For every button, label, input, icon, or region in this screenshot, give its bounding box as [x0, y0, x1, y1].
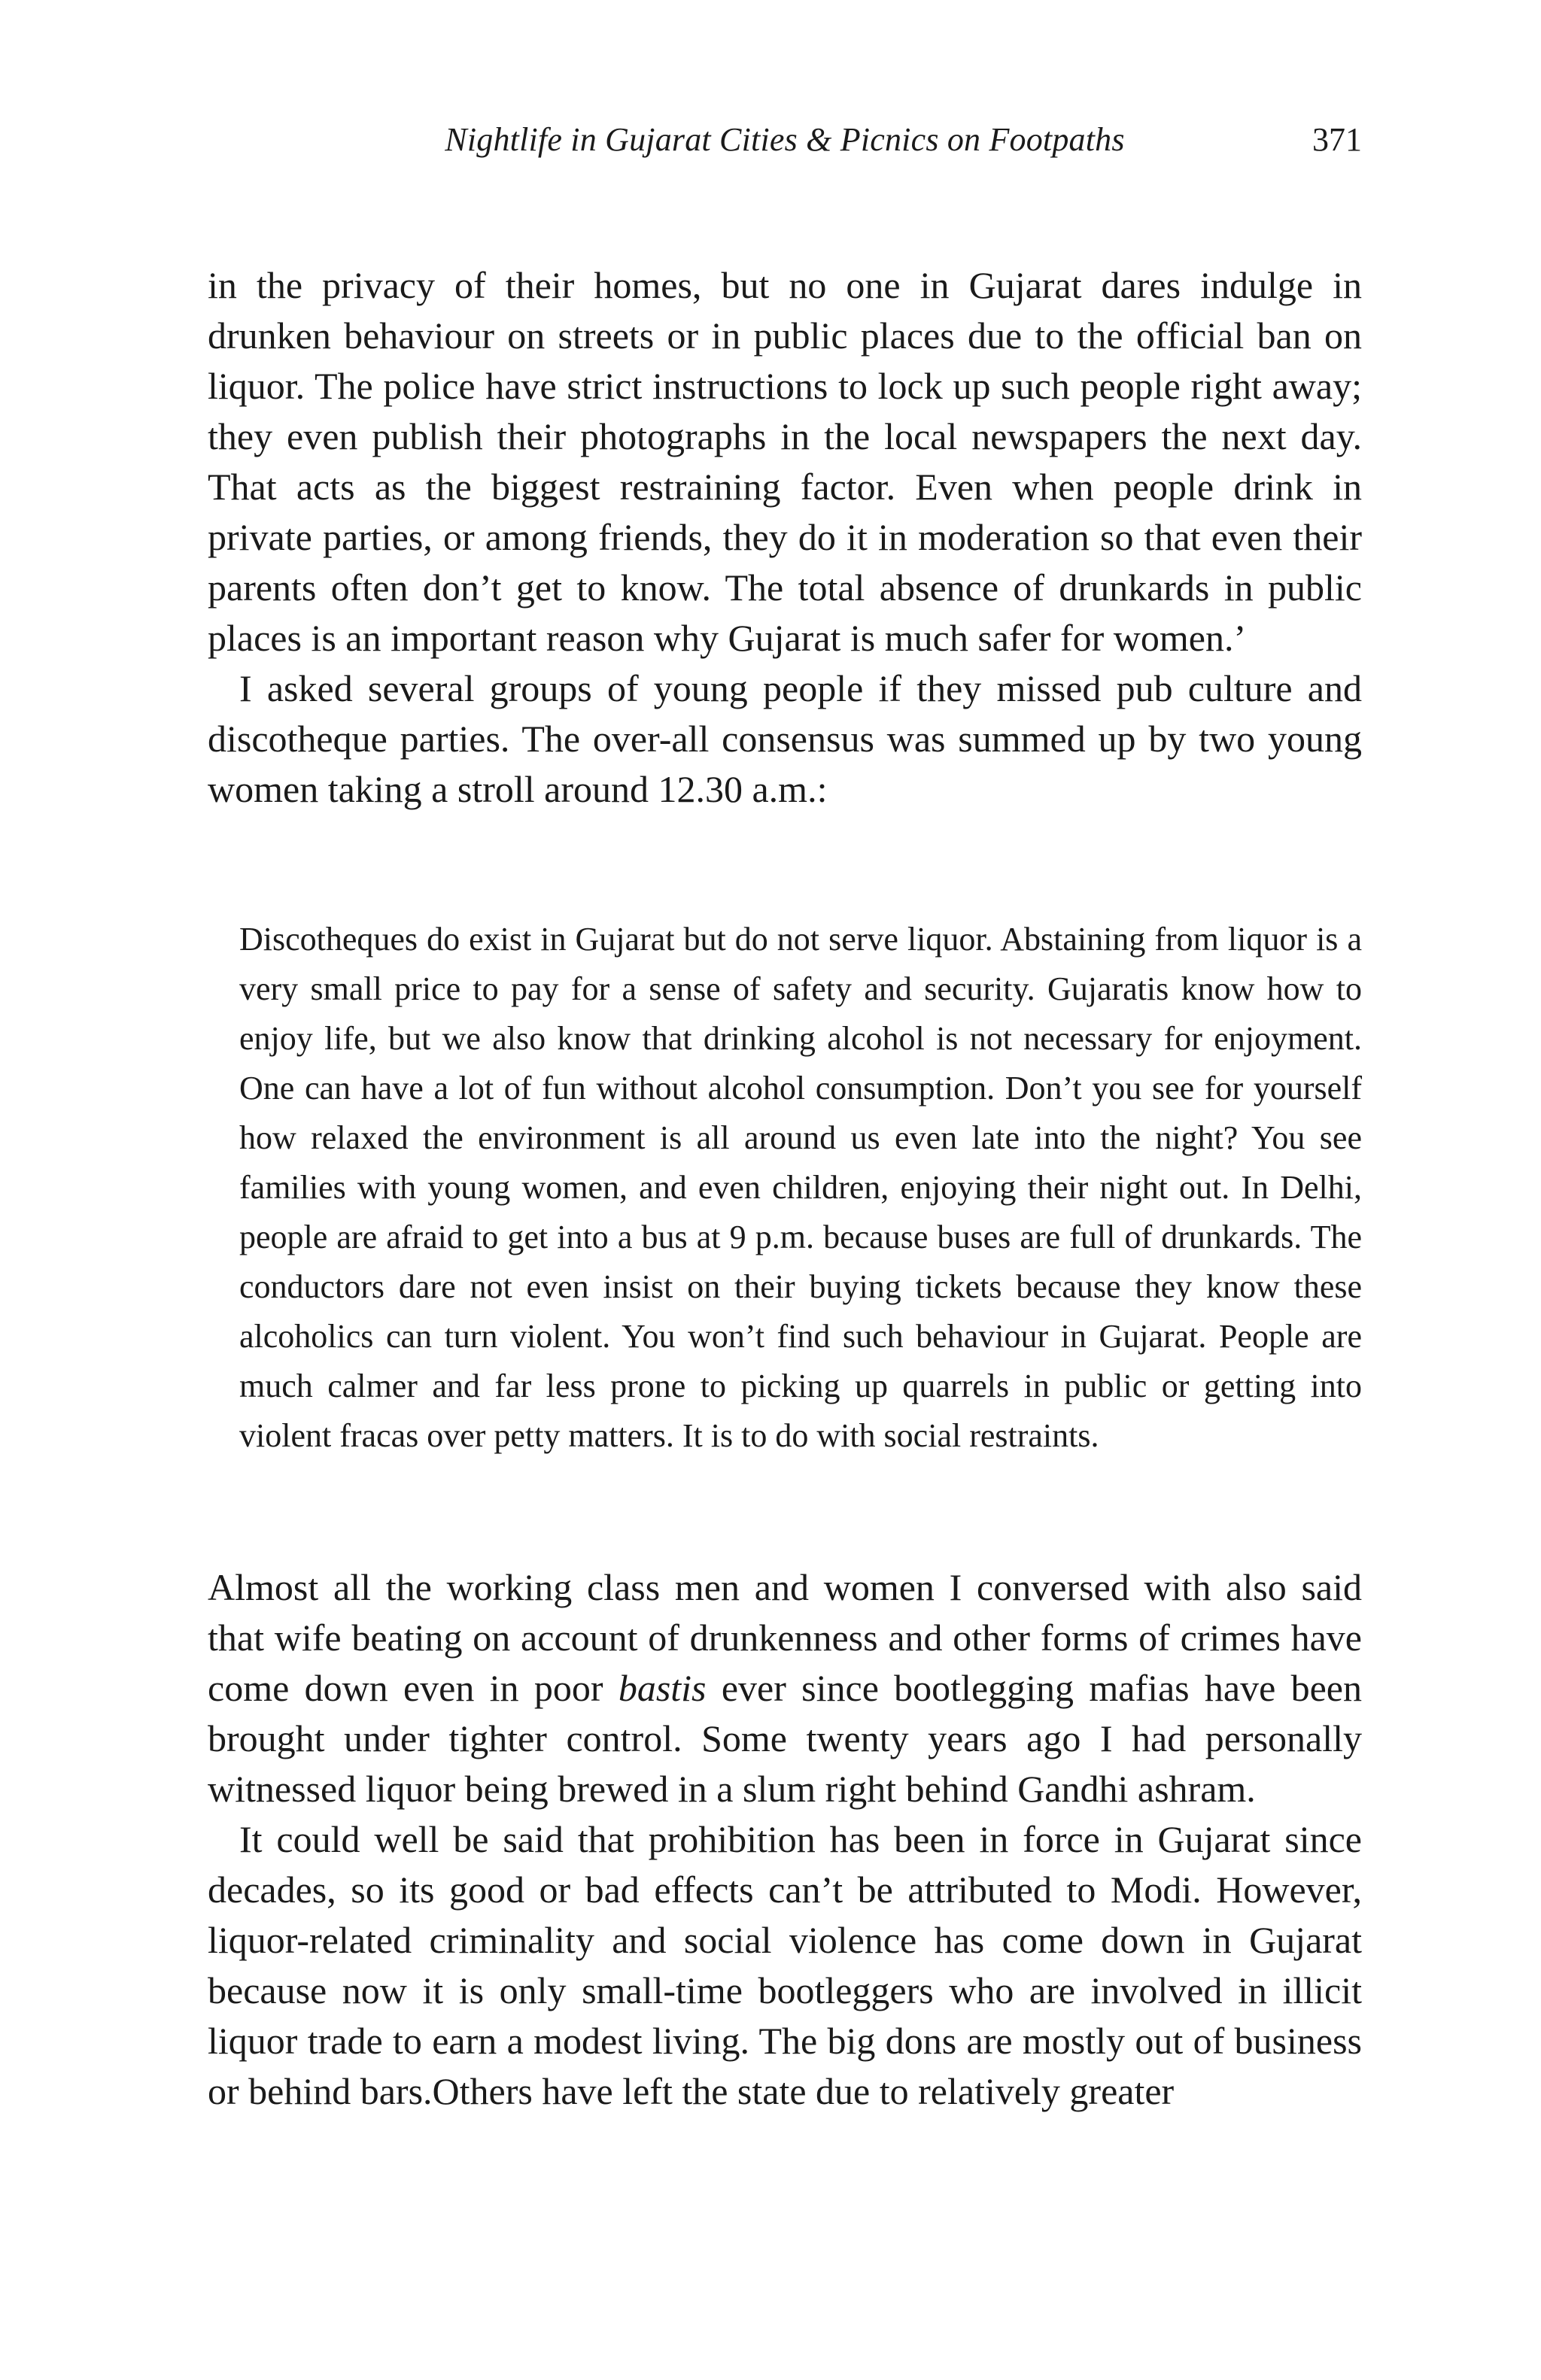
block-quote: Discotheques do exist in Gujarat but do not serve liquor. Abstaining from liquor is a very small price to pay for a sense of safety and security. Gujaratis know how to enjoy life, but we also know that drinking alcohol is not necessary for enjoyment. One can have a lot of fun without alcohol consumption. Don’t you see for yourself how relaxed the environment is all around us even late into the night? You see families with young women, and even children, enjoying their night out. In Delhi, people are afraid to get into a bus at 9 p.m. because buses are full of drunkards. The conductors dare not even insist on their buying tickets because they know these alcoholics can turn violent. You won’t find such behaviour in Gujarat. People are much calmer and far less prone to picking up quarrels in public or getting into violent fracas over petty matters. It is to do with social restraints.: [239, 921, 1362, 1454]
body-text-top: [208, 260, 1362, 815]
paragraph-prohibition: It could well be said that prohibition has been in force in Gujarat since decades, so its good or bad effects can’t be attributed to Modi. However, liquor-related criminality and social violence has come down in Gujarat because now it is only small-time bootleggers who are involved in illicit liquor trade to earn a modest living. The big dons are mostly out of business or behind bars.Others have left the state due to relatively greater: [208, 1818, 1362, 2112]
body-text-bottom: [208, 1562, 1362, 2117]
paragraph-young-people: I asked several groups of young people if they missed pub culture and discotheque parties. The over-all consensus was summed up by two young women taking a stroll around 12.30 a.m.:: [208, 667, 1362, 810]
italic-term-bastis: bastis: [618, 1667, 707, 1709]
running-title: Nightlife in Gujarat Cities & Picnics on Footpaths: [445, 121, 1125, 158]
page-number: 371: [1312, 121, 1362, 158]
paragraph-3-text-b: ever since bootlegging mafias have been brought under tighter control. Some twenty years ago I had personally witnessed liquor being brewed in a slum right behind Gandhi ashram.: [208, 1667, 1362, 1810]
paragraph-3-text-a: Almost all the working class men and women I conversed with also said that wife beating on account of drunkenness and other forms of crimes have come down even in poor: [208, 1566, 1362, 1709]
paragraph-working-class: [208, 1562, 1362, 1814]
paragraph-continued: in the privacy of their homes, but no one in Gujarat dares indulge in drunken behaviour on streets or in public places due to the official ban on liquor. The police have strict instructions to lock up such people right away; they even publish their photographs in the local newspapers the next day. That acts as the biggest restraining factor. Even when people drink in private parties, or among friends, they do it in moderation so that even their parents often don’t get to know. The total absence of drunkards in public places is an important reason why Gujarat is much safer for women.’: [208, 264, 1362, 659]
running-header: [208, 113, 1362, 167]
